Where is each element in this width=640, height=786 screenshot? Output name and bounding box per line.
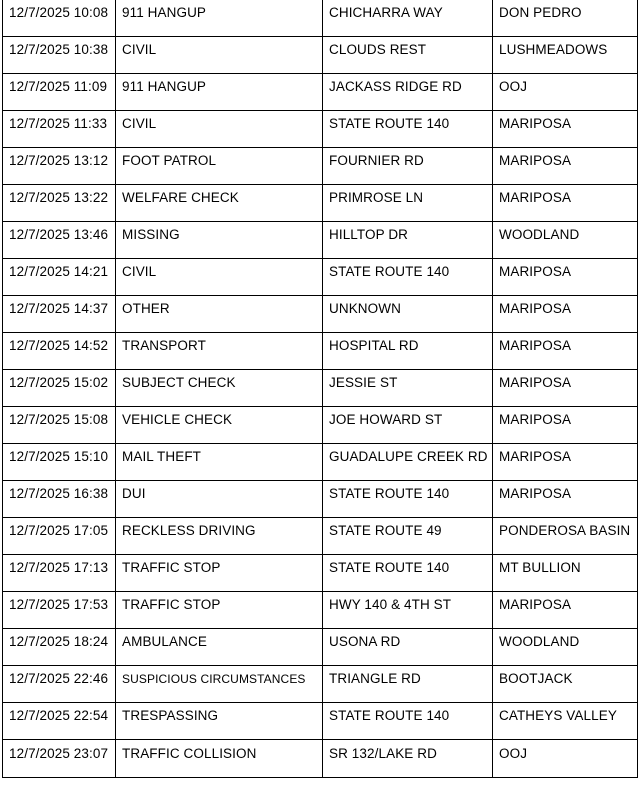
address-cell [323,37,493,74]
call-type-cell [116,407,323,444]
area-cell [493,592,638,629]
address-cell [323,444,493,481]
address-cell-text: PRIMROSE LN [329,190,424,206]
call-type-cell [116,185,323,222]
address-cell-text: JOE HOWARD ST [329,412,443,428]
call-type-cell [116,444,323,481]
address-cell [323,222,493,259]
area-cell-text: BOOTJACK [499,671,573,687]
table-row [3,444,638,481]
table-row [3,185,638,222]
datetime-cell-text: 12/7/2025 13:22 [9,190,109,206]
address-cell-text: CLOUDS REST [329,42,427,58]
call-log-table [2,0,638,778]
call-type-cell-text: TRAFFIC STOP [122,560,221,576]
call-type-cell-text: TRESPASSING [122,708,219,724]
table-row [3,481,638,518]
datetime-cell [3,37,116,74]
area-cell-text: WOODLAND [499,227,580,243]
address-cell-text: TRIANGLE RD [329,671,421,687]
datetime-cell [3,0,116,37]
area-cell-text: DON PEDRO [499,5,582,21]
area-cell [493,481,638,518]
datetime-cell [3,518,116,555]
area-cell [493,740,638,778]
address-cell-text: HILLTOP DR [329,227,409,243]
call-type-cell [116,37,323,74]
address-cell [323,481,493,518]
table-row [3,148,638,185]
address-cell-text: SR 132/LAKE RD [329,745,437,761]
address-cell-text: FOURNIER RD [329,153,424,169]
call-type-cell [116,333,323,370]
area-cell [493,629,638,666]
area-cell [493,333,638,370]
area-cell [493,37,638,74]
area-cell [493,74,638,111]
area-cell-text: LUSHMEADOWS [499,42,608,58]
address-cell-text: CHICHARRA WAY [329,5,443,21]
datetime-cell [3,407,116,444]
area-cell-text: MARIPOSA [499,338,572,354]
area-cell-text: MARIPOSA [499,486,572,502]
area-cell [493,296,638,333]
call-type-cell-text: VEHICLE CHECK [122,412,233,428]
area-cell-text: WOODLAND [499,634,580,650]
address-cell [323,296,493,333]
datetime-cell-text: 12/7/2025 11:33 [9,116,108,132]
call-type-cell-text: 911 HANGUP [122,5,207,21]
area-cell-text: PONDEROSA BASIN [499,523,631,539]
address-cell-text: GUADALUPE CREEK RD [329,449,488,465]
table-row [3,555,638,592]
call-type-cell-text: CIVIL [122,264,157,280]
area-cell-text: MARIPOSA [499,153,572,169]
address-cell-text: JESSIE ST [329,375,398,391]
datetime-cell-text: 12/7/2025 16:38 [9,486,109,502]
call-type-cell [116,703,323,740]
table-row [3,592,638,629]
address-cell-text: STATE ROUTE 140 [329,486,450,502]
address-cell [323,148,493,185]
call-type-cell-text: SUBJECT CHECK [122,375,236,391]
address-cell [323,259,493,296]
call-type-cell-text: CIVIL [122,116,157,132]
address-cell-text: STATE ROUTE 140 [329,708,450,724]
datetime-cell-text: 12/7/2025 17:53 [9,597,109,613]
table-row [3,370,638,407]
call-type-cell-text: RECKLESS DRIVING [122,523,256,539]
address-cell [323,74,493,111]
call-type-cell [116,518,323,555]
area-cell [493,185,638,222]
call-type-cell-text: MAIL THEFT [122,449,202,465]
area-cell [493,518,638,555]
datetime-cell-text: 12/7/2025 11:09 [9,79,108,95]
call-type-cell [116,74,323,111]
call-type-cell-text: TRANSPORT [122,338,206,354]
address-cell [323,555,493,592]
area-cell-text: MARIPOSA [499,449,572,465]
call-log-body [3,0,638,778]
datetime-cell-text: 12/7/2025 14:52 [9,338,109,354]
address-cell [323,370,493,407]
call-type-cell [116,296,323,333]
datetime-cell [3,111,116,148]
table-row [3,518,638,555]
table-row [3,37,638,74]
address-cell [323,740,493,778]
address-cell [323,592,493,629]
address-cell-text: STATE ROUTE 140 [329,560,450,576]
call-type-cell [116,481,323,518]
address-cell [323,185,493,222]
call-type-cell-text: MISSING [122,227,180,243]
call-type-cell [116,555,323,592]
table-row [3,703,638,740]
call-type-cell [116,0,323,37]
area-cell [493,259,638,296]
datetime-cell-text: 12/7/2025 15:02 [9,375,109,391]
call-type-cell-text: SUSPICIOUS CIRCUMSTANCES [122,672,306,686]
datetime-cell [3,370,116,407]
area-cell-text: MARIPOSA [499,375,572,391]
address-cell [323,407,493,444]
datetime-cell-text: 12/7/2025 10:08 [9,5,109,21]
call-type-cell [116,740,323,778]
datetime-cell [3,444,116,481]
datetime-cell [3,222,116,259]
address-cell [323,111,493,148]
table-row [3,666,638,703]
area-cell-text: MARIPOSA [499,412,572,428]
datetime-cell [3,74,116,111]
call-type-cell [116,666,323,703]
address-cell-text: HWY 140 & 4TH ST [329,597,452,613]
datetime-cell-text: 12/7/2025 13:12 [9,153,109,169]
datetime-cell-text: 12/7/2025 22:46 [9,671,109,687]
call-type-cell-text: OTHER [122,301,170,317]
call-type-cell-text: CIVIL [122,42,157,58]
datetime-cell [3,481,116,518]
table-row [3,0,638,37]
datetime-cell-text: 12/7/2025 22:54 [9,708,109,724]
table-row [3,222,638,259]
datetime-cell [3,333,116,370]
datetime-cell-text: 12/7/2025 15:10 [9,449,109,465]
datetime-cell [3,555,116,592]
area-cell-text: OOJ [499,745,528,761]
area-cell [493,407,638,444]
call-type-cell [116,592,323,629]
datetime-cell [3,666,116,703]
area-cell-text: MARIPOSA [499,116,572,132]
address-cell-text: STATE ROUTE 140 [329,116,450,132]
area-cell [493,222,638,259]
table-row [3,740,638,778]
table-row [3,333,638,370]
table-row [3,74,638,111]
call-type-cell [116,629,323,666]
area-cell-text: OOJ [499,79,528,95]
address-cell [323,333,493,370]
call-type-cell [116,222,323,259]
area-cell [493,370,638,407]
call-type-cell-text: WELFARE CHECK [122,190,239,206]
call-type-cell-text: TRAFFIC STOP [122,597,221,613]
area-cell [493,111,638,148]
datetime-cell-text: 12/7/2025 23:07 [9,745,109,761]
datetime-cell-text: 12/7/2025 18:24 [9,634,109,650]
area-cell-text: MARIPOSA [499,190,572,206]
datetime-cell-text: 12/7/2025 14:37 [9,301,109,317]
call-type-cell-text: DUI [122,486,146,502]
address-cell-text: UNKNOWN [329,301,401,317]
area-cell-text: MARIPOSA [499,264,572,280]
table-row [3,111,638,148]
area-cell [493,703,638,740]
address-cell-text: STATE ROUTE 140 [329,264,450,280]
area-cell-text: CATHEYS VALLEY [499,708,617,724]
address-cell-text: STATE ROUTE 49 [329,523,442,539]
call-type-cell [116,370,323,407]
area-cell-text: MARIPOSA [499,301,572,317]
table-row [3,407,638,444]
datetime-cell-text: 12/7/2025 17:05 [9,523,109,539]
datetime-cell [3,629,116,666]
area-cell [493,0,638,37]
address-cell [323,666,493,703]
call-type-cell-text: TRAFFIC COLLISION [122,745,257,761]
address-cell [323,629,493,666]
area-cell-text: MARIPOSA [499,597,572,613]
table-row [3,259,638,296]
area-cell [493,444,638,481]
address-cell [323,703,493,740]
datetime-cell-text: 12/7/2025 13:46 [9,227,109,243]
address-cell-text: USONA RD [329,634,401,650]
call-type-cell-text: 911 HANGUP [122,79,207,95]
address-cell-text: HOSPITAL RD [329,338,419,354]
datetime-cell-text: 12/7/2025 17:13 [9,560,109,576]
datetime-cell [3,592,116,629]
table-row [3,296,638,333]
area-cell-text: MT BULLION [499,560,581,576]
datetime-cell [3,185,116,222]
call-type-cell-text: AMBULANCE [122,634,207,650]
call-type-cell-text: FOOT PATROL [122,153,217,169]
area-cell [493,148,638,185]
datetime-cell-text: 12/7/2025 15:08 [9,412,109,428]
area-cell [493,666,638,703]
datetime-cell [3,259,116,296]
call-type-cell [116,111,323,148]
call-type-cell [116,148,323,185]
address-cell-text: JACKASS RIDGE RD [329,79,462,95]
datetime-cell-text: 12/7/2025 10:38 [9,42,109,58]
datetime-cell-text: 12/7/2025 14:21 [9,264,109,280]
datetime-cell [3,296,116,333]
area-cell [493,555,638,592]
address-cell [323,0,493,37]
address-cell [323,518,493,555]
datetime-cell [3,703,116,740]
datetime-cell [3,148,116,185]
call-type-cell [116,259,323,296]
datetime-cell [3,740,116,778]
table-row [3,629,638,666]
